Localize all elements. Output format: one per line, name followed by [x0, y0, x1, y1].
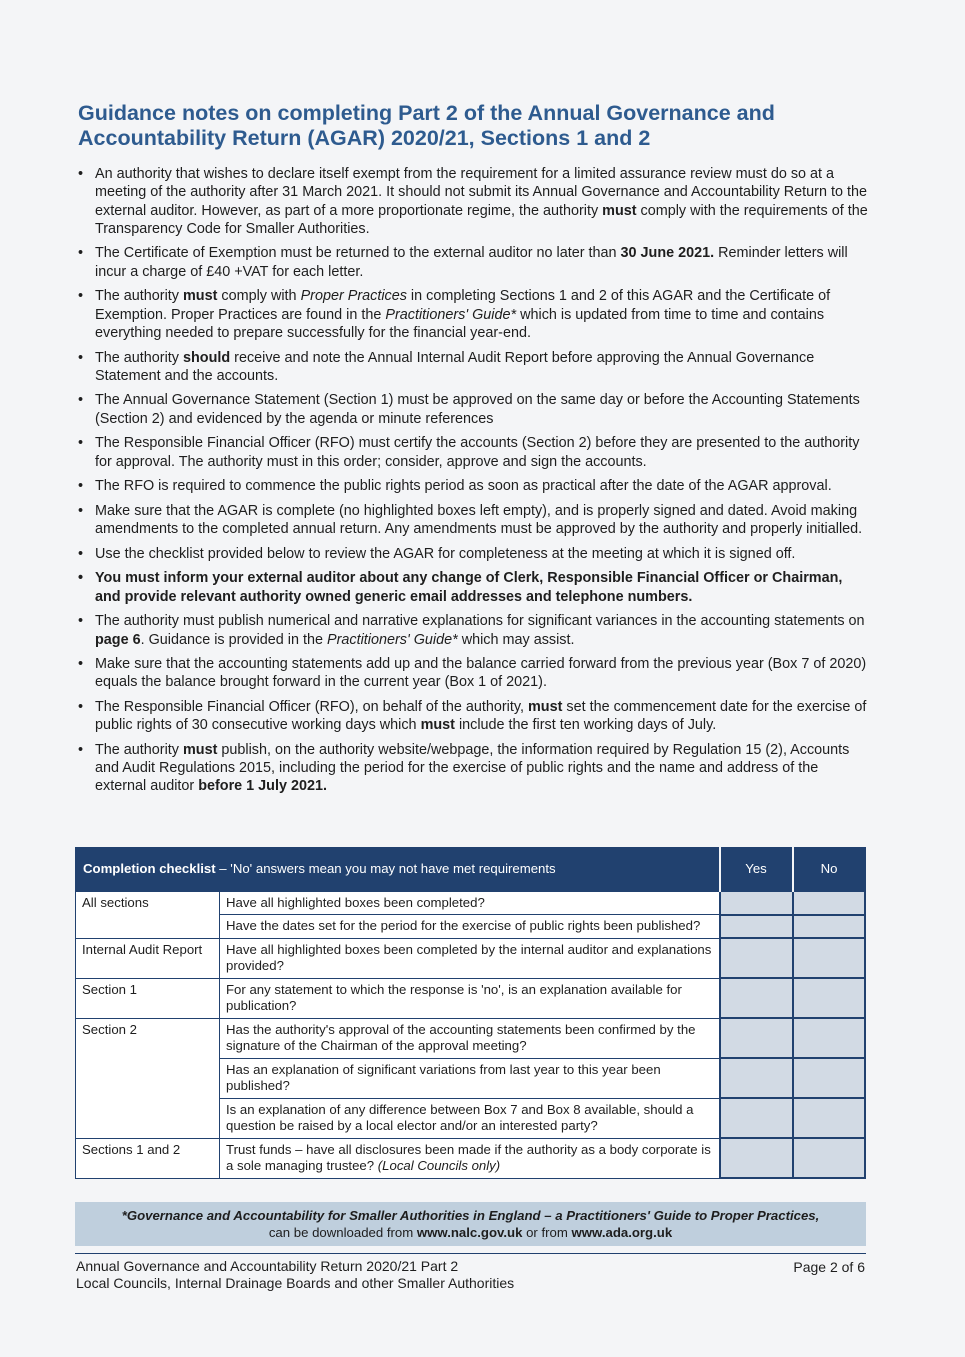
- nalc-link[interactable]: www.nalc.gov.uk: [416, 1225, 523, 1240]
- yes-checkbox[interactable]: [720, 915, 793, 939]
- no-checkbox[interactable]: [793, 915, 866, 939]
- checklist-question: Have all highlighted boxes been completed?: [220, 891, 720, 915]
- section-label: Internal Audit Report: [76, 938, 220, 978]
- no-column-header: No: [793, 848, 866, 892]
- page-number: Page 2 of 6: [793, 1259, 865, 1275]
- no-checkbox[interactable]: [793, 938, 866, 978]
- completion-checklist-table: [75, 847, 866, 1179]
- note-item: • The Certificate of Exemption must be returned to the external auditor no later than 30 June 2021. Reminder letters will incur a charge of £40 +VAT for each letter.: [78, 244, 868, 281]
- note-item: • The RFO is required to commence the public rights period as soon as practical after the date of the AGAR approval.: [78, 477, 868, 495]
- footer-divider: [75, 1253, 866, 1254]
- practitioners-guide-footnote: *Governance and Accountability for Smaller Authorities in England – a Practitioners' Guide to Proper Practices, can be downloaded from www.nalc.gov.uk or from www.ada.org.uk: [75, 1202, 866, 1246]
- yes-checkbox[interactable]: [720, 1098, 793, 1138]
- yes-column-header: Yes: [720, 848, 793, 892]
- footer-line-2: Local Councils, Internal Drainage Boards and other Smaller Authorities: [76, 1275, 515, 1291]
- ada-link[interactable]: www.ada.org.uk: [571, 1225, 673, 1240]
- note-item: • The authority must comply with Proper Practices in completing Sections 1 and 2 of this AGAR and the Certificate of Exemption. Proper Practices are found in the Practitioners' Guide* which is updated from time to time and contains everything needed to prepare successfully for the financial year-end.: [78, 287, 868, 342]
- section-label: All sections: [76, 891, 220, 938]
- guidance-notes-list: [78, 165, 868, 802]
- checklist-question: Have all highlighted boxes been completed by the internal auditor and explanations provided?: [220, 938, 720, 978]
- no-checkbox[interactable]: [793, 1058, 866, 1098]
- no-checkbox[interactable]: [793, 1018, 866, 1058]
- section-label: Section 2: [76, 1018, 220, 1138]
- note-item: • Make sure that the accounting statements add up and the balance carried forward from the previous year (Box 7 of 2020) equals the balance brought forward in the current year (Box 1 of 2021).: [78, 655, 868, 692]
- footer-text: [76, 1258, 514, 1292]
- footer-line-1: Annual Governance and Accountability Return 2020/21 Part 2: [76, 1258, 459, 1274]
- checklist-question: Has an explanation of significant variations from last year to this year been published?: [220, 1058, 720, 1098]
- note-item: • The authority must publish, on the authority website/webpage, the information required by Regulation 15 (2), Accounts and Audit Regulations 2015, including the period for the exercise of public rights and the name and address of the external auditor before 1 July 2021.: [78, 741, 868, 796]
- note-item: • The Responsible Financial Officer (RFO), on behalf of the authority, must set the commencement date for the exercise of public rights of 30 consecutive working days which must include the first ten working days of July.: [78, 698, 868, 735]
- note-item: • The Responsible Financial Officer (RFO) must certify the accounts (Section 2) before they are presented to the authority for approval. The authority must in this order; consider, approve and sign the accounts.: [78, 434, 868, 471]
- section-label: Sections 1 and 2: [76, 1138, 220, 1178]
- no-checkbox[interactable]: [793, 978, 866, 1018]
- yes-checkbox[interactable]: [720, 1138, 793, 1178]
- checklist-question: Has the authority's approval of the accounting statements been confirmed by the signature of the Chairman of the approval meeting?: [220, 1018, 720, 1058]
- title-line-2: Accountability Return (AGAR) 2020/21, Sections 1 and 2: [78, 126, 651, 150]
- note-item: • An authority that wishes to declare itself exempt from the requirement for a limited assurance review must do so at a meeting of the authority after 31 March 2021. It should not submit its Annual Governance and Accountability Return to the external auditor. However, as part of a more proportionate regime, the authority must comply with the requirements of the Transparency Code for Smaller Authorities.: [78, 165, 868, 238]
- checklist-question: Is an explanation of any difference between Box 7 and Box 8 available, should a question be raised by a local elector and/or an interested party?: [220, 1098, 720, 1138]
- checklist-header-row: [76, 848, 866, 892]
- note-item: • The authority must publish numerical and narrative explanations for significant variances in the accounting statements on page 6. Guidance is provided in the Practitioners' Guide* which may assist.: [78, 612, 868, 649]
- yes-checkbox[interactable]: [720, 1018, 793, 1058]
- checklist-row: [76, 891, 866, 915]
- checklist-row: [76, 1018, 866, 1058]
- no-checkbox[interactable]: [793, 891, 866, 915]
- note-item: • You must inform your external auditor about any change of Clerk, Responsible Financial Officer or Chairman, and provide relevant authority owned generic email addresses and telephone numbers.: [78, 569, 868, 606]
- note-item: • The Annual Governance Statement (Section 1) must be approved on the same day or before the Accounting Statements (Section 2) and evidenced by the agenda or minute references: [78, 391, 868, 428]
- checklist-row: [76, 938, 866, 978]
- section-label: Section 1: [76, 978, 220, 1018]
- no-checkbox[interactable]: [793, 1138, 866, 1178]
- checklist-row: [76, 978, 866, 1018]
- page-title: [78, 101, 878, 151]
- yes-checkbox[interactable]: [720, 1058, 793, 1098]
- yes-checkbox[interactable]: [720, 978, 793, 1018]
- checklist-question: For any statement to which the response is 'no', is an explanation available for publication?: [220, 978, 720, 1018]
- yes-checkbox[interactable]: [720, 891, 793, 915]
- checklist-header: Completion checklist – 'No' answers mean you may not have met requirements: [76, 848, 720, 892]
- note-item: • The authority should receive and note the Annual Internal Audit Report before approving the Annual Governance Statement and the accounts.: [78, 349, 868, 386]
- checklist-question: Trust funds – have all disclosures been made if the authority as a body corporate is a sole managing trustee? (Local Councils only): [220, 1138, 720, 1178]
- title-line-1: Guidance notes on completing Part 2 of the Annual Governance and: [78, 101, 775, 125]
- note-item: • Make sure that the AGAR is complete (no highlighted boxes left empty), and is properly signed and dated. Avoid making amendments to the completed annual return. Any amendments must be approved by the authority and properly initialled.: [78, 502, 868, 539]
- yes-checkbox[interactable]: [720, 938, 793, 978]
- note-item: • Use the checklist provided below to review the AGAR for completeness at the meeting at which it is signed off.: [78, 545, 868, 563]
- no-checkbox[interactable]: [793, 1098, 866, 1138]
- checklist-row: [76, 1138, 866, 1178]
- checklist-question: Have the dates set for the period for the exercise of public rights been published?: [220, 915, 720, 939]
